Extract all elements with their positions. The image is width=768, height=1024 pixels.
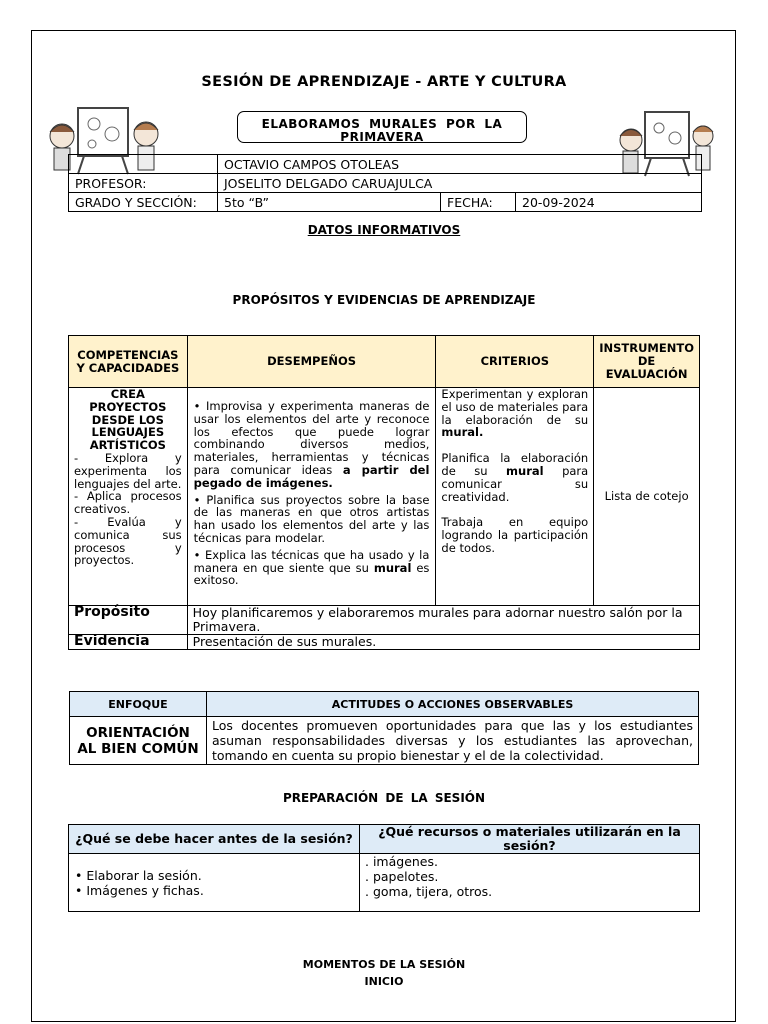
propositos-heading: PROPÓSITOS Y EVIDENCIAS DE APRENDIZAJE [232, 293, 536, 307]
desempeno-item: • Planifica sus proyectos sobre la base de las maneras en que otros artistas han usado los elementos del arte y las técnicas para modelar. [193, 492, 430, 545]
recursos-cell [360, 854, 700, 912]
profesor-value: JOSELITO DELGADO CARUAJULCA [218, 174, 702, 193]
capacidad-item: - Aplica procesos creativos. [74, 489, 182, 517]
proposito-text: Hoy planificaremos y elaboraremos murales para adornar nuestro salón por la Primavera. [187, 606, 699, 635]
desempenos-cell [187, 388, 436, 606]
profesor-label: PROFESOR: [69, 174, 218, 193]
desempeno-item: • Improvisa y experimenta maneras de usar los elementos del arte y reconoce los efectos que puede lograr combinando diversos medios, materiales, herramientas y técnicas para comunicar ideas a partir del pegado de imágenes. [193, 399, 430, 490]
enfoque-name: ORIENTACIÓN AL BIEN COMÚN [70, 717, 207, 765]
col-enfoque: ENFOQUE [70, 692, 207, 717]
session-subtitle: ELABORAMOS MURALES POR LA PRIMAVERA [237, 111, 527, 143]
datos-informativos-heading: DATOS INFORMATIVOS [307, 223, 461, 237]
recurso-item: . imágenes. [365, 854, 438, 869]
enfoque-table [69, 691, 699, 765]
antes-item: • Imágenes y fichas. [75, 882, 204, 898]
col-competencias: COMPETENCIAS Y CAPACIDADES [69, 336, 188, 388]
grado-value: 5to “B” [218, 193, 441, 212]
recurso-item: . papelotes. [365, 869, 439, 884]
capacidad-item: - Explora y experimenta los lenguajes del arte. [74, 450, 182, 491]
evidencia-label: Evidencia [69, 635, 188, 650]
col-instrumento: INSTRUMENTO DE EVALUACIÓN [594, 336, 700, 388]
criterio-item: Planifica la elaboración de su mural para comunicar su creatividad. [441, 451, 589, 504]
proposito-label: Propósito [69, 606, 188, 635]
preparacion-table [68, 824, 700, 912]
criterio-item: Trabaja en equipo logrando la participación de todos. [441, 515, 589, 555]
grado-label: GRADO Y SECCIÓN: [69, 193, 218, 212]
col-desempenos: DESEMPEÑOS [187, 336, 436, 388]
criterios-cell [436, 388, 594, 606]
col-recursos: ¿Qué recursos o materiales utilizarán en la sesión? [360, 825, 700, 854]
recurso-item: . goma, tijera, otros. [365, 884, 493, 899]
fecha-label: FECHA: [441, 193, 516, 212]
col-antes: ¿Qué se debe hacer antes de la sesión? [69, 825, 360, 854]
preparacion-heading: PREPARACIÓN DE LA SESIÓN [282, 791, 486, 805]
general-info-table [68, 154, 702, 212]
antes-item: • Elaborar la sesión. [75, 867, 202, 883]
col-criterios: CRITERIOS [436, 336, 594, 388]
evidencia-text: Presentación de sus murales. [187, 635, 699, 650]
actitudes-text: Los docentes promueven oportunidades para que las y los estudiantes asuman responsabilidades diversas y los estudiantes las aprovechan, tomando en cuenta su propio bienestar y el de la colectividad. [207, 717, 699, 765]
momentos-heading: MOMENTOS DE LA SESIÓN [302, 958, 466, 971]
instrumento-cell: Lista de cotejo [594, 388, 700, 606]
antes-cell [69, 854, 360, 912]
info-row1-value: OCTAVIO CAMPOS OTOLEAS [218, 155, 702, 174]
competencia-cell [69, 388, 188, 606]
fecha-value: 20-09-2024 [516, 193, 702, 212]
criterio-item: Experimentan y exploran el uso de materiales para la elaboración de su mural. [441, 387, 589, 440]
desempeno-item: • Explica las técnicas que ha usado y la manera en que siente que su mural es exitoso. [193, 547, 430, 588]
info-label-empty [69, 155, 218, 174]
document-title: SESIÓN DE APRENDIZAJE - ARTE Y CULTURA [201, 74, 567, 90]
capacidad-item: - Evalúa y comunica sus procesos y proyectos. [74, 514, 182, 568]
inicio-heading: INICIO [364, 975, 404, 988]
competencias-table [68, 335, 700, 650]
competencia-name: CREA PROYECTOS DESDE LOS LENGUAJES ARTÍSTICOS [89, 387, 167, 453]
col-actitudes: ACTITUDES O ACCIONES OBSERVABLES [207, 692, 699, 717]
